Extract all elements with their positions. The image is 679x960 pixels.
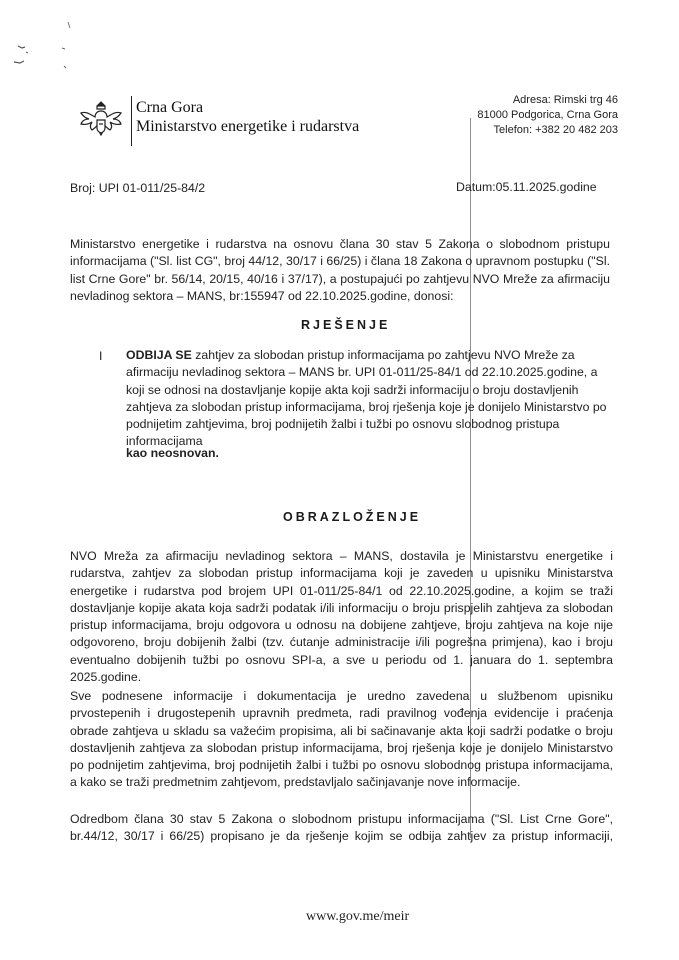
decision-bold-start: ODBIJA SE bbox=[126, 348, 192, 362]
decision-roman-numeral: I bbox=[99, 349, 103, 363]
coat-of-arms-icon bbox=[76, 98, 126, 144]
address-phone: Telefon: +382 20 482 203 bbox=[493, 124, 618, 136]
document-number: Broj: UPI 01-011/25-84/2 bbox=[70, 181, 206, 195]
footer-website-link[interactable]: www.gov.me/meir bbox=[306, 909, 410, 924]
document-date: Datum:05.11.2025.godine bbox=[456, 180, 597, 194]
scan-marks bbox=[12, 18, 82, 78]
decision-bold-end: kao neosnovan. bbox=[126, 446, 219, 460]
address-street: Adresa: Rimski trg 46 bbox=[512, 94, 618, 106]
reasoning-paragraph-3: Odredbom člana 30 stav 5 Zakona o slobodnom pristupu informacijama ("Sl. List Crne Gore", br.44/12, 30/17 i 66/25) propisano je da rješenje kojim se odbija zahtjev za pristup informaciji, bbox=[70, 812, 613, 844]
reasoning-paragraph-2: Sve podnesene informacije i dokumentacija je uredno zavedena u službenom upisniku prvostepenih i drugostepenih upravnih predmeta, radi pravilnog vođenja evidencije i praćenja obrade zahtjeva u skladu sa važećim propisima, ali bi sačinavanje akta koji sadrži podatke o broju dostavljenih zahtjeva za slobodan pristup informacijama, broj rješenja koje je donijelo Ministarstvo po podnijetim zahtjevima, broj podnijetih žalbi i tužbi po osnovu slobodnog pristupa informacijama, a kako se traži predmetnim zahtjevom, predstavljalo sačinjavanje nove informacije. bbox=[70, 689, 613, 790]
decision-title: RJEŠENJE bbox=[301, 318, 391, 332]
address-city: 81000 Podgorica, Crna Gora bbox=[477, 109, 618, 121]
ministry-name: Ministarstvo energetike i rudarstva bbox=[136, 118, 360, 135]
country-name: Crna Gora bbox=[136, 99, 204, 116]
decision-text: zahtjev za slobodan pristup informacijama po zahtjevu NVO Mreže za afirmaciju nevladinog sektora – MANS br. UPI 01-011/25-84/1 od 22.10.2025.godine, a koji se odnosi na dostavljanje kopije akta koji sadrži informaciju o broju dostavljenih zahtjeva za slobodan pristup informacijama, broj rješenja koje je donijelo Ministarstvo po podnijetim zahtjevima, broj podnijetih žalbi i tužbi po osnovu slobodnog pristupa informacijama bbox=[126, 348, 607, 449]
decision-paragraph bbox=[126, 347, 609, 451]
reasoning-title: OBRAZLOŽENJE bbox=[283, 510, 422, 524]
intro-paragraph: Ministarstvo energetike i rudarstva na osnovu člana 30 stav 5 Zakona o slobodnom pristupu informacijama ("Sl. list CG", broj 44/12, 30/17 i 66/25) i člana 18 Zakona o upravnom postupku ("Sl. list Crne Gore" br. 56/14, 20/15, 40/16 i 37/17), a postupajući po zahtjevu NVO Mreže za afirmaciju nevladinog sektora – MANS, br:155947 od 22.10.2025.godine, donosi: bbox=[70, 237, 610, 303]
header-divider bbox=[131, 96, 132, 146]
reasoning-paragraph-1: NVO Mreža za afirmaciju nevladinog sektora – MANS, dostavila je Ministarstvu energetike i rudarstva, zahtjev za slobodan pristup informacijama koji je zaveden u upisniku Ministarstva energetike i rudarstva pod brojem UPI 01-011/25-84/1 od 22.10.2025.godine, a kojim se traži dostavljanje kopije akata koja sadrži podatak i/ili informaciju o broju prispjelih zahtjeva za slobodan pristup informacijama, broju odgovora u odnosu na dobijene zahtjeve, broju zahtjeva na koje nije odgovoreno, broju dobijenih žalbi (tzv. ćutanje administracije i/ili pogrešna primjena), kao i broju eventualno dobijenih tužbi po osnovu SPI-a, a sve u periodu od 1. januara do 1. septembra 2025.godine. bbox=[70, 549, 613, 685]
